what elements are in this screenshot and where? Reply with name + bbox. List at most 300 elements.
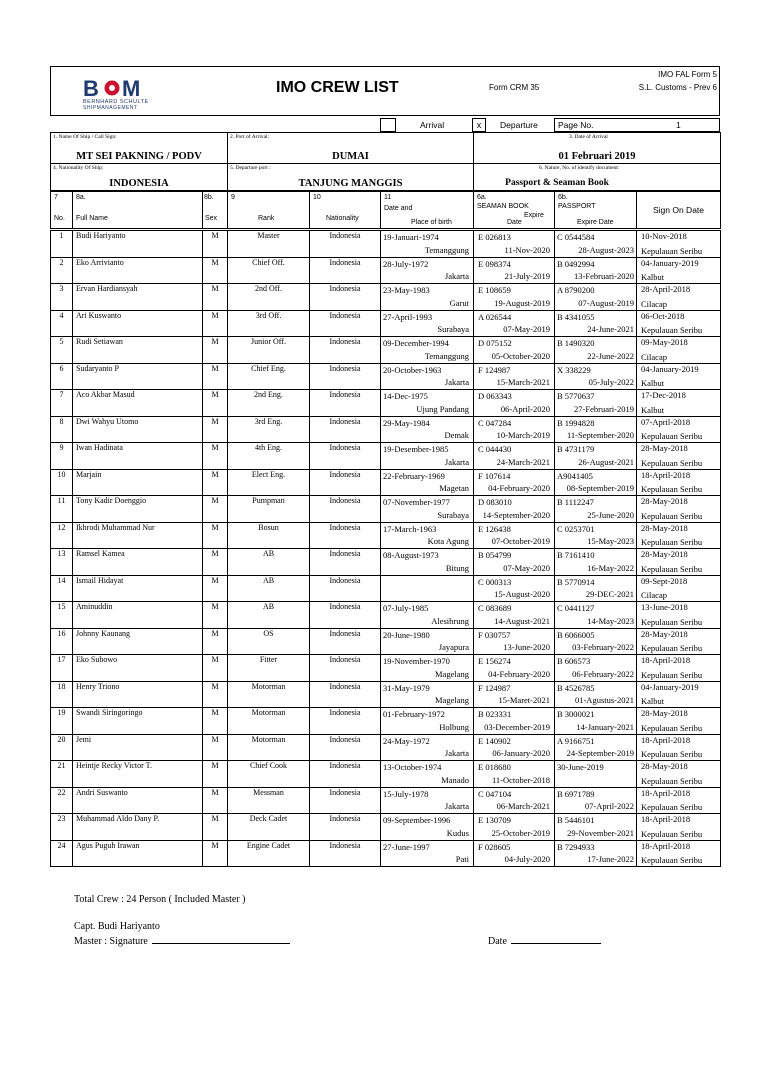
crew-seaman-book	[474, 814, 555, 841]
crew-dob: 14-Dec-1975	[383, 391, 428, 401]
crew-name: Iwan Hadinata	[73, 443, 203, 470]
departure-port: TANJUNG MANGGIS	[298, 178, 403, 189]
crew-sign-on	[637, 231, 721, 258]
crew-seaman-book	[474, 469, 555, 496]
crew-name: Dwi Wahyu Utomo	[73, 416, 203, 443]
crew-row	[51, 628, 721, 655]
crew-son-place: Kalbut	[641, 378, 665, 388]
crew-row	[51, 469, 721, 496]
nature-doc-label: 6. Nature, No. of identify document:	[539, 165, 620, 171]
crew-sign-on	[637, 416, 721, 443]
crew-pp-no: B 5446101	[557, 815, 595, 825]
crew-son-date: 28-May-2018	[641, 443, 688, 453]
crew-no: 7	[51, 390, 73, 417]
crew-son-place: Kalbut	[641, 404, 665, 415]
crew-sign-on	[637, 575, 721, 602]
crew-passport	[555, 337, 637, 364]
crew-nationality: Indonesia	[310, 310, 381, 337]
crew-pp-exp: 08-September-2019	[566, 483, 634, 493]
crew-passport	[555, 522, 637, 549]
crew-sign-on	[637, 443, 721, 470]
col-7: 7	[54, 194, 58, 201]
page-number: 1	[676, 120, 681, 130]
crew-pp-exp: 16-May-2022	[587, 562, 634, 573]
crew-son-place: Kepulauan Seribu	[641, 431, 703, 441]
crew-no: 18	[51, 681, 73, 708]
crew-sb-no: F 107614	[478, 470, 511, 481]
crew-sb-no: F 030757	[478, 629, 511, 640]
crew-son-date: 18-April-2018	[641, 469, 691, 480]
crew-rank: Chief Eng.	[228, 363, 310, 390]
crew-nationality: Indonesia	[310, 840, 381, 867]
crew-sb-exp: 11-October-2018	[491, 774, 550, 785]
crew-nationality: Indonesia	[310, 363, 381, 390]
crew-pob: Magelang	[435, 695, 469, 705]
crew-pob: Pati	[455, 854, 469, 864]
crew-son-place: Kepulauan Seribu	[641, 828, 703, 839]
crew-rank: AB	[228, 549, 310, 576]
crew-seaman-book	[474, 549, 555, 576]
crew-passport	[555, 363, 637, 390]
crew-nationality: Indonesia	[310, 575, 381, 602]
crew-pp-no: C 0441127	[557, 603, 595, 613]
crew-passport	[555, 708, 637, 735]
crew-pob: Temanggung	[424, 244, 469, 255]
crew-sex: M	[203, 734, 228, 761]
crew-birth	[381, 257, 474, 284]
crew-nationality: Indonesia	[310, 761, 381, 788]
crew-nationality: Indonesia	[310, 814, 381, 841]
crew-son-date: 04-January-2019	[641, 363, 699, 374]
col-9: 9	[231, 194, 235, 201]
crew-passport	[555, 416, 637, 443]
crew-pp-no: B 4341055	[557, 311, 595, 322]
customs-ref: S.L. Customs - Prev 6	[638, 83, 717, 92]
form-header	[50, 66, 720, 116]
crew-name: Rudi Setiawan	[73, 337, 203, 364]
crew-nationality: Indonesia	[310, 337, 381, 364]
crew-pp-exp: 14-May-2023	[587, 615, 634, 626]
col-sex: Sex	[205, 215, 218, 222]
crew-pp-no: A 8790200	[557, 285, 595, 295]
crew-name: Swandi Siringoringo	[73, 708, 203, 735]
crew-seaman-book	[474, 628, 555, 655]
crew-seaman-book	[474, 761, 555, 788]
crew-name: Andri Suswanto	[73, 787, 203, 814]
crew-birth	[381, 337, 474, 364]
crew-sign-on	[637, 681, 721, 708]
crew-passport	[555, 284, 637, 311]
crew-passport	[555, 390, 637, 417]
crew-sex: M	[203, 469, 228, 496]
crew-sex: M	[203, 231, 228, 258]
crew-sign-on	[637, 284, 721, 311]
crew-pp-no: B 5770914	[557, 576, 595, 587]
crew-son-date: 28-April-2018	[641, 284, 691, 294]
crew-sb-exp: 14-August-2021	[494, 615, 550, 626]
crew-sb-exp: 07-May-2019	[503, 324, 550, 334]
crew-sb-no: D 063343	[478, 391, 512, 401]
crew-row	[51, 390, 721, 417]
crew-pp-exp: 26-August-2021	[578, 456, 634, 467]
crew-sb-exp: 13-June-2020	[503, 642, 550, 652]
crew-rank: 4th Eng.	[228, 443, 310, 470]
crew-sb-no: E 130709	[478, 815, 511, 825]
crew-sb-no: F 124987	[478, 364, 511, 375]
crew-rank: AB	[228, 575, 310, 602]
crew-sb-exp: 07-May-2020	[503, 562, 550, 573]
crew-sex: M	[203, 496, 228, 523]
crew-row	[51, 655, 721, 682]
crew-name: Eko Arrivianto	[73, 257, 203, 284]
crew-name: Budi Hariyanto	[73, 231, 203, 258]
crew-sign-on	[637, 602, 721, 629]
crew-sex: M	[203, 814, 228, 841]
crew-nationality: Indonesia	[310, 496, 381, 523]
crew-birth	[381, 522, 474, 549]
crew-passport	[555, 628, 637, 655]
crew-pp-no: A9041405	[557, 470, 593, 481]
crew-rank: 3rd Eng.	[228, 416, 310, 443]
crew-nationality: Indonesia	[310, 257, 381, 284]
crew-dob: 19-Januari-1974	[383, 232, 439, 242]
crew-pp-no: B 1490320	[557, 338, 595, 348]
crew-sign-on	[637, 496, 721, 523]
crew-dob: 27-April-1993	[383, 311, 433, 322]
crew-son-date: 06-Oct-2018	[641, 310, 685, 321]
crew-no: 13	[51, 549, 73, 576]
crew-name: Aminuddin	[73, 602, 203, 629]
page-label: Page No.	[558, 120, 594, 130]
crew-pp-exp: 03-February-2022	[572, 642, 634, 652]
crew-name: Sudaryanto P	[73, 363, 203, 390]
crew-sex: M	[203, 257, 228, 284]
crew-seaman-book	[474, 257, 555, 284]
crew-pp-exp: 28-August-2023	[578, 244, 634, 255]
crew-nationality: Indonesia	[310, 231, 381, 258]
crew-name: Muhammad Aldo Dany P.	[73, 814, 203, 841]
crew-pp-no: B 4526785	[557, 682, 595, 693]
crew-passport	[555, 655, 637, 682]
crew-nationality: Indonesia	[310, 628, 381, 655]
crew-sb-exp: 06-March-2021	[496, 801, 550, 811]
date-arrival-label: 3. Date of Arrival	[569, 134, 608, 140]
crew-sign-on	[637, 814, 721, 841]
crew-dob: 28-July-1972	[383, 258, 429, 269]
crew-sign-on	[637, 708, 721, 735]
crew-pp-exp: 11-September-2020	[566, 430, 634, 440]
crew-pob: Magetan	[439, 483, 469, 493]
crew-pob: Kota Agung	[427, 536, 469, 546]
crew-birth	[381, 390, 474, 417]
svg-text:M: M	[122, 76, 141, 101]
crew-row	[51, 337, 721, 364]
crew-son-place: Kepulauan Seribu	[641, 484, 703, 494]
crew-pob: Surabaya	[437, 324, 469, 334]
crew-sb-exp: 21-July-2019	[504, 271, 550, 281]
crew-seaman-book	[474, 284, 555, 311]
status-row	[380, 118, 720, 132]
crew-name: Jemi	[73, 734, 203, 761]
crew-sign-on	[637, 310, 721, 337]
crew-dob: 24-May-1972	[383, 735, 430, 746]
crew-no: 2	[51, 257, 73, 284]
crew-row	[51, 443, 721, 470]
crew-son-place: Cilacap	[641, 298, 667, 309]
crew-son-place: Kepulauan Seribu	[641, 537, 703, 547]
crew-dob: 23-May-1983	[383, 285, 430, 295]
crew-no: 10	[51, 469, 73, 496]
crew-passport	[555, 681, 637, 708]
crew-row	[51, 284, 721, 311]
crew-name: Eko Subowo	[73, 655, 203, 682]
crew-son-place: Kalbut	[641, 272, 665, 282]
crew-dob: 22-February-1969	[383, 470, 445, 481]
crew-name: Ari Kuswanto	[73, 310, 203, 337]
crew-name: Heintje Recky Victor T.	[73, 761, 203, 788]
svg-text:B: B	[83, 76, 99, 101]
crew-name: Ramsel Kamea	[73, 549, 203, 576]
crew-sign-on	[637, 734, 721, 761]
crew-pp-exp: 05-July-2022	[588, 377, 634, 387]
doc-heading: Passport & Seaman Book	[505, 178, 609, 188]
crew-dob: 07-July-1985	[383, 603, 429, 613]
crew-pp-no: B 5770637	[557, 391, 595, 401]
crew-sign-on	[637, 469, 721, 496]
crew-name: Ikhrodi Muhammad Nur	[73, 522, 203, 549]
crew-rank: Chief Off.	[228, 257, 310, 284]
page-title: IMO CREW LIST	[276, 79, 399, 96]
crew-pp-exp: 29-November-2021	[567, 827, 634, 838]
crew-nationality: Indonesia	[310, 602, 381, 629]
crew-birth	[381, 628, 474, 655]
crew-seaman-book	[474, 363, 555, 390]
crew-sb-exp: 05-October-2020	[491, 350, 550, 361]
crew-seaman-book	[474, 681, 555, 708]
crew-sb-no: E 108659	[478, 285, 511, 295]
date-signature	[488, 934, 601, 948]
crew-seaman-book	[474, 734, 555, 761]
crew-nationality: Indonesia	[310, 284, 381, 311]
crew-passport	[555, 257, 637, 284]
crew-seaman-book	[474, 840, 555, 867]
crew-row	[51, 787, 721, 814]
crew-son-date: 18-April-2018	[641, 734, 691, 745]
crew-rank: AB	[228, 602, 310, 629]
crew-passport	[555, 575, 637, 602]
crew-rank: Motorman	[228, 734, 310, 761]
crew-sex: M	[203, 390, 228, 417]
crew-no: 12	[51, 522, 73, 549]
crew-row	[51, 522, 721, 549]
crew-son-date: 04-January-2019	[641, 681, 699, 692]
crew-birth	[381, 681, 474, 708]
crew-son-place: Kepulauan Seribu	[641, 563, 703, 574]
departure-checkbox[interactable]: x	[472, 118, 486, 132]
captain-name: Capt. Budi Hariyanto	[74, 921, 160, 932]
crew-no: 21	[51, 761, 73, 788]
crew-sex: M	[203, 310, 228, 337]
crew-nationality: Indonesia	[310, 390, 381, 417]
crew-rank: 2nd Off.	[228, 284, 310, 311]
crew-rank: Engine Cadet	[228, 840, 310, 867]
crew-passport	[555, 787, 637, 814]
crew-dob: 07-November-1977	[383, 497, 450, 507]
crew-pp-no: B 6971789	[557, 788, 595, 799]
crew-sb-no: E 140902	[478, 735, 511, 746]
col-date-and: Date and	[384, 205, 413, 212]
crew-sb-exp: 07-October-2019	[491, 536, 550, 546]
crew-pp-exp: 24-September-2019	[566, 748, 634, 758]
crew-sex: M	[203, 549, 228, 576]
crew-birth	[381, 734, 474, 761]
crew-row	[51, 416, 721, 443]
crew-rank: 2nd Eng.	[228, 390, 310, 417]
date-arrival: 01 Februari 2019	[558, 151, 636, 162]
crew-sb-no: F 028605	[478, 841, 511, 852]
crew-row	[51, 708, 721, 735]
departure-port-label: 5. Departure port :	[230, 165, 271, 171]
crew-sb-no: F 124987	[478, 682, 511, 693]
crew-nationality: Indonesia	[310, 708, 381, 735]
crew-sb-no: B 054799	[478, 550, 512, 560]
crew-rank: Fitter	[228, 655, 310, 682]
crew-son-date: 18-April-2018	[641, 787, 691, 798]
crew-sb-exp: 04-February-2020	[488, 483, 550, 493]
crew-no: 8	[51, 416, 73, 443]
crew-sb-no: D 083010	[478, 497, 512, 507]
col-sign-on-date: Sign On Date	[652, 204, 705, 215]
crew-nationality: Indonesia	[310, 681, 381, 708]
crew-sign-on	[637, 787, 721, 814]
ship-name: MT SEI PAKNING / PODV	[76, 151, 202, 162]
total-crew: Total Crew : 24 Person ( Included Master )	[74, 894, 246, 905]
crew-name: Tony Kadir Doenggio	[73, 496, 203, 523]
crew-sex: M	[203, 522, 228, 549]
crew-son-date: 18-April-2018	[641, 840, 691, 851]
crew-nationality: Indonesia	[310, 549, 381, 576]
crew-son-date: 28-May-2018	[641, 522, 688, 533]
crew-sb-no: A 026544	[478, 311, 512, 322]
crew-pp-no: B 7294933	[557, 841, 595, 852]
crew-dob: 15-July-1978	[383, 788, 429, 799]
crew-row	[51, 681, 721, 708]
crew-son-place: Kepulauan Seribu	[641, 457, 703, 468]
crew-seaman-book	[474, 231, 555, 258]
crew-sb-no: E 098374	[478, 258, 511, 269]
crew-nationality: Indonesia	[310, 443, 381, 470]
col-place-birth: Place of birth	[411, 219, 452, 226]
col-rank: Rank	[258, 215, 275, 222]
crew-no: 5	[51, 337, 73, 364]
col-sb-expire: Expire	[524, 212, 544, 219]
crew-sign-on	[637, 363, 721, 390]
crew-birth	[381, 602, 474, 629]
crew-sb-exp: 25-October-2019	[491, 827, 550, 838]
crew-no: 19	[51, 708, 73, 735]
crew-birth	[381, 416, 474, 443]
crew-passport	[555, 443, 637, 470]
crew-son-place: Kepulauan Seribu	[641, 643, 703, 653]
col-nationality: Nationality	[326, 215, 359, 222]
crew-rank: Chief Cook	[228, 761, 310, 788]
crew-dob: 17-March-1963	[383, 523, 437, 534]
crew-pob: Garut	[449, 297, 469, 308]
crew-rank: Deck Cadet	[228, 814, 310, 841]
crew-pp-exp: 07-April-2022	[584, 801, 634, 811]
crew-birth	[381, 496, 474, 523]
crew-son-place: Kepulauan Seribu	[641, 616, 703, 627]
crew-row	[51, 734, 721, 761]
crew-sb-exp: 15-March-2021	[496, 377, 550, 387]
crew-pob: Jakarta	[444, 377, 469, 387]
crew-dob: 20-October-1963	[383, 364, 442, 375]
crew-sex: M	[203, 363, 228, 390]
crew-passport	[555, 734, 637, 761]
crew-name: Henry Triono	[73, 681, 203, 708]
crew-pob: Jayapura	[438, 642, 469, 652]
crew-seaman-book	[474, 390, 555, 417]
crew-birth	[381, 761, 474, 788]
crew-no: 16	[51, 628, 73, 655]
crew-pp-no: A 9166751	[557, 735, 595, 746]
crew-no: 20	[51, 734, 73, 761]
signature-line[interactable]	[152, 934, 290, 944]
crew-pp-no: X 338229	[557, 364, 591, 375]
crew-seaman-book	[474, 310, 555, 337]
col-6b: 6b.	[558, 194, 568, 201]
crew-sb-exp: 19-August-2019	[494, 297, 550, 308]
crew-rank: Motorman	[228, 681, 310, 708]
crew-name: Aco Akbar Masud	[73, 390, 203, 417]
crew-row	[51, 496, 721, 523]
logo-subtitle-2: SHIPMANAGEMENT	[83, 105, 138, 111]
crew-nationality: Indonesia	[310, 416, 381, 443]
crew-dob: 13-October-1974	[383, 762, 442, 772]
arrival-checkbox[interactable]	[380, 118, 396, 132]
crew-sex: M	[203, 708, 228, 735]
crew-son-date: 28-May-2018	[641, 761, 688, 771]
crew-nationality: Indonesia	[310, 655, 381, 682]
crew-son-place: Cilacap	[641, 590, 667, 600]
crew-pob: Alesihrung	[431, 615, 469, 626]
arrival-label: Arrival	[420, 120, 445, 130]
crew-sb-exp: 03-December-2019	[484, 721, 550, 732]
crew-no: 4	[51, 310, 73, 337]
crew-passport	[555, 231, 637, 258]
date-line[interactable]	[511, 934, 601, 944]
crew-no: 9	[51, 443, 73, 470]
crew-pp-exp: 29-DEC-2021	[585, 589, 634, 599]
crew-son-date: 09-May-2018	[641, 337, 688, 347]
crew-birth	[381, 231, 474, 258]
crew-passport	[555, 549, 637, 576]
crew-sign-on	[637, 628, 721, 655]
crew-birth	[381, 787, 474, 814]
crew-sb-exp: 10-March-2019	[496, 430, 550, 440]
crew-pp-no: C 0253701	[557, 523, 595, 534]
crew-son-date: 09-Sept-2018	[641, 575, 688, 586]
crew-sb-no: C 047104	[478, 788, 512, 799]
crew-sign-on	[637, 257, 721, 284]
crew-son-place: Kepulauan Seribu	[641, 749, 703, 759]
crew-birth	[381, 284, 474, 311]
crew-sex: M	[203, 761, 228, 788]
crew-birth	[381, 549, 474, 576]
crew-pob: Magelang	[435, 668, 469, 679]
crew-sb-exp: 14-September-2020	[482, 509, 550, 520]
crew-no: 6	[51, 363, 73, 390]
